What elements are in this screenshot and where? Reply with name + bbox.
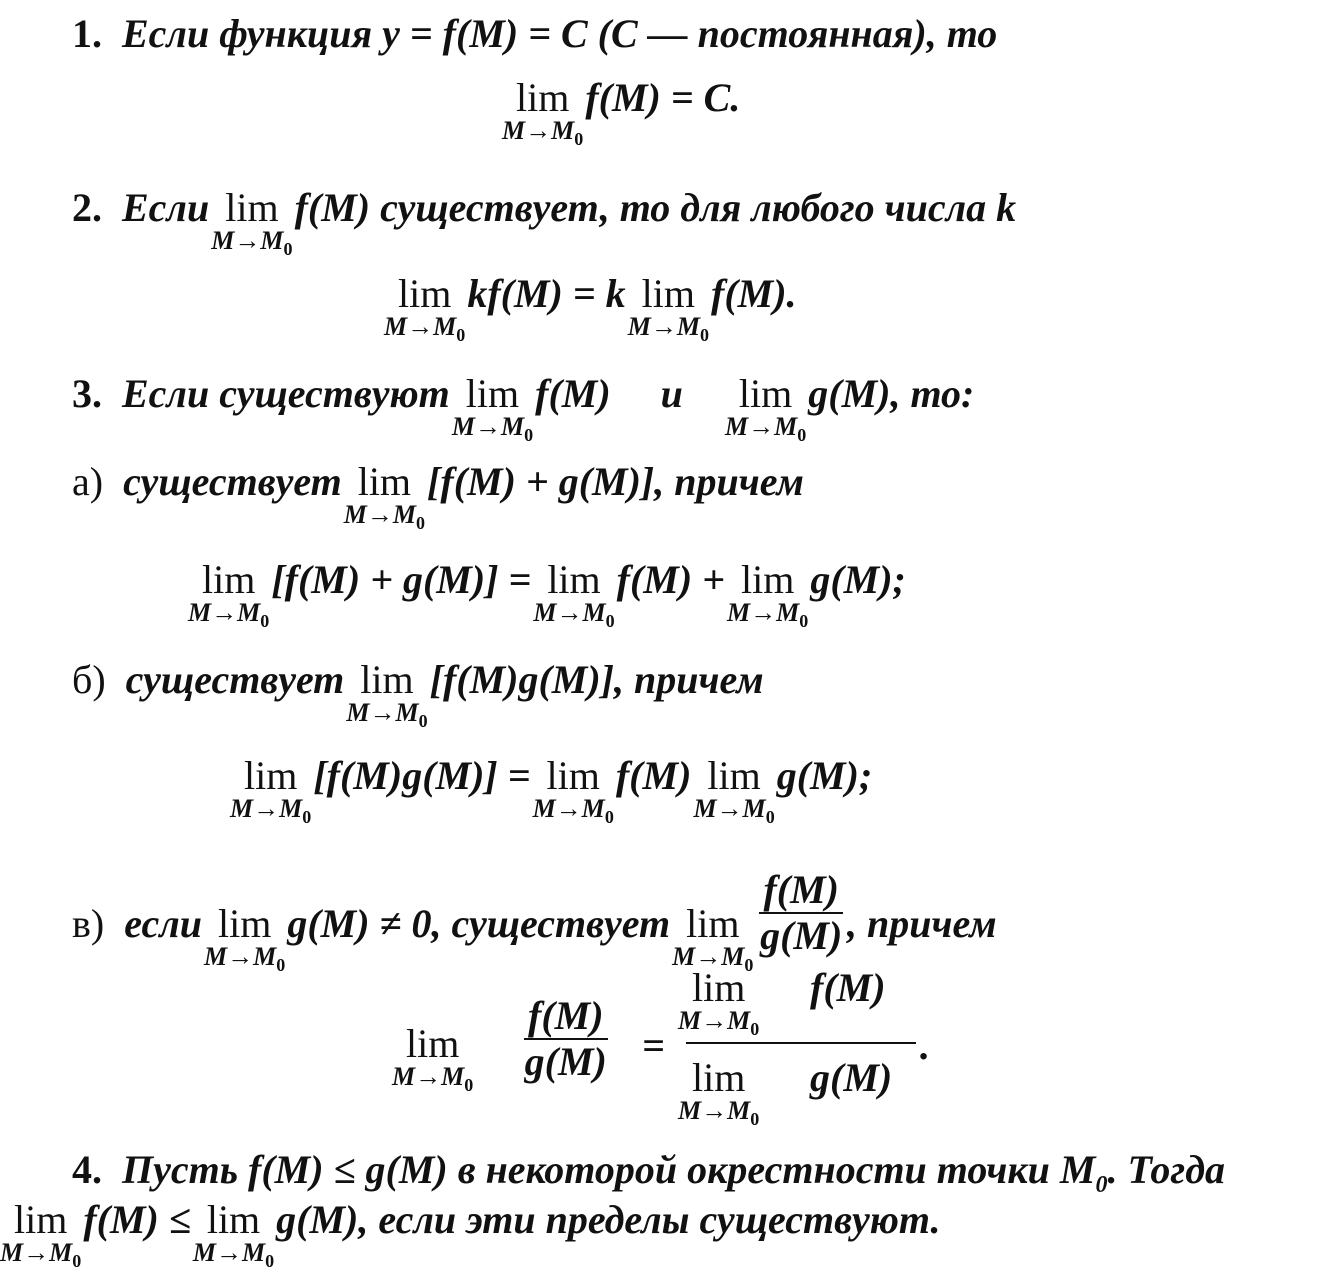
formula-left: kf(M) = k — [467, 271, 626, 316]
fraction: $\frac{f(M)}{g(M)}$ — [760, 867, 843, 958]
item-1-formula — [502, 75, 741, 150]
limit-operator: lim $M\to M_0$ — [384, 271, 466, 346]
limit-operator: lim $M\to M_0$ — [392, 1021, 474, 1096]
formula-right: g(M); — [776, 753, 873, 798]
item-a-expr: [f(M) + g(M)], причем — [427, 459, 804, 504]
function-g: g(M), то: — [808, 371, 975, 416]
formula-mid: f(M) + — [616, 557, 725, 602]
formula-right: f(M). — [711, 271, 797, 316]
formula-right: g(M); — [810, 557, 906, 602]
subscript-zero: 0 — [1095, 1172, 1108, 1198]
limit-operator: lim $M\to M_0$ — [346, 657, 428, 732]
limit-operator: lim $M\to M_0$ — [0, 1197, 82, 1272]
item-4-statement — [72, 1147, 1226, 1198]
limit-operator: lim $M\to M_0$ — [724, 371, 807, 446]
limit-operator: lim $M\to M_0$ — [627, 271, 709, 346]
limit-operator: lim $M\to M_0$ — [343, 459, 425, 534]
item-2-pre: Если — [122, 185, 210, 230]
sub-item-label: в) — [72, 901, 105, 946]
item-1-statement — [72, 11, 998, 56]
item-a-formula — [188, 557, 906, 632]
item-number: 2. — [72, 185, 102, 230]
limit-operator: lim $M\to M_0$ — [211, 185, 293, 260]
limit-operator: lim $M\to M_0$ — [502, 75, 584, 150]
limit-operator: lim $M\to M_0$ — [672, 901, 754, 976]
item-number: 4. — [72, 1147, 102, 1192]
equals-sign: = — [642, 1023, 665, 1068]
item-3-pre: Если существуют — [122, 371, 450, 416]
item-b-pre: существует — [125, 657, 345, 702]
sub-item-label: а) — [72, 459, 104, 504]
item-b-formula — [230, 753, 873, 828]
formula-text: f(M) = C. — [585, 75, 741, 120]
formula-left: [f(M) + g(M)] = — [271, 557, 532, 602]
limit-operator: lim $M\to M_0$ — [727, 557, 809, 632]
big-fraction — [678, 965, 916, 1130]
formula-left: f(M) ≤ — [83, 1197, 191, 1242]
item-3-statement — [72, 371, 975, 446]
limit-operator: lim $M\to M_0$ — [678, 965, 760, 1040]
limit-operator: lim $M\to M_0$ — [188, 557, 270, 632]
fraction: $\frac{f(M)}{g(M)}$ — [524, 993, 607, 1084]
item-number: 1. — [72, 11, 102, 56]
limit-operator: lim $M\to M_0$ — [678, 1055, 760, 1130]
item-2-text: f(M) существует, то для любого числа k — [294, 185, 1017, 230]
period: . — [920, 1023, 930, 1068]
limit-operator: lim $M\to M_0$ — [532, 753, 614, 828]
item-1-text: Если функция y = f(M) = C (C — постоянная), то — [122, 11, 998, 56]
item-c-post: , причем — [846, 901, 997, 946]
limit-operator: lim $M\to M_0$ — [533, 557, 615, 632]
item-4-text: Пусть f(M) ≤ g(M) в некоторой окрестности точки M — [122, 1147, 1096, 1192]
limit-operator: lim $M\to M_0$ — [192, 1197, 275, 1272]
formula-mid: f(M) — [615, 753, 692, 798]
item-2-statement — [72, 185, 1017, 260]
sub-item-label: б) — [72, 657, 106, 702]
item-b-statement — [72, 657, 764, 732]
item-4-text2: . Тогда — [1107, 1147, 1226, 1192]
limit-operator: lim $M\to M_0$ — [230, 753, 312, 828]
item-a-pre: существует — [123, 459, 342, 504]
conjunction: и — [660, 371, 683, 416]
item-c-statement — [72, 867, 997, 976]
item-c-formula — [392, 965, 966, 1130]
formula-right: g(M), если эти пределы существуют. — [276, 1197, 941, 1242]
function-f: f(M) — [535, 371, 611, 416]
item-a-statement — [72, 459, 804, 534]
item-c-condition: g(M) ≠ 0, существует — [287, 901, 671, 946]
big-fraction-numerator — [678, 965, 916, 1044]
limit-operator: lim $M\to M_0$ — [204, 901, 286, 976]
limit-operator: lim $M\to M_0$ — [451, 371, 534, 446]
big-den-g: g(M) — [810, 1055, 893, 1100]
item-2-formula — [384, 271, 797, 346]
big-fraction-denominator — [678, 1044, 916, 1130]
item-c-pre: если — [124, 901, 202, 946]
formula-left: [f(M)g(M)] = — [313, 753, 531, 798]
big-num-f: f(M) — [810, 965, 886, 1010]
item-4-formula — [0, 1197, 941, 1272]
limit-operator: lim $M\to M_0$ — [693, 753, 775, 828]
item-number: 3. — [72, 371, 102, 416]
item-b-expr: [f(M)g(M)], причем — [429, 657, 764, 702]
